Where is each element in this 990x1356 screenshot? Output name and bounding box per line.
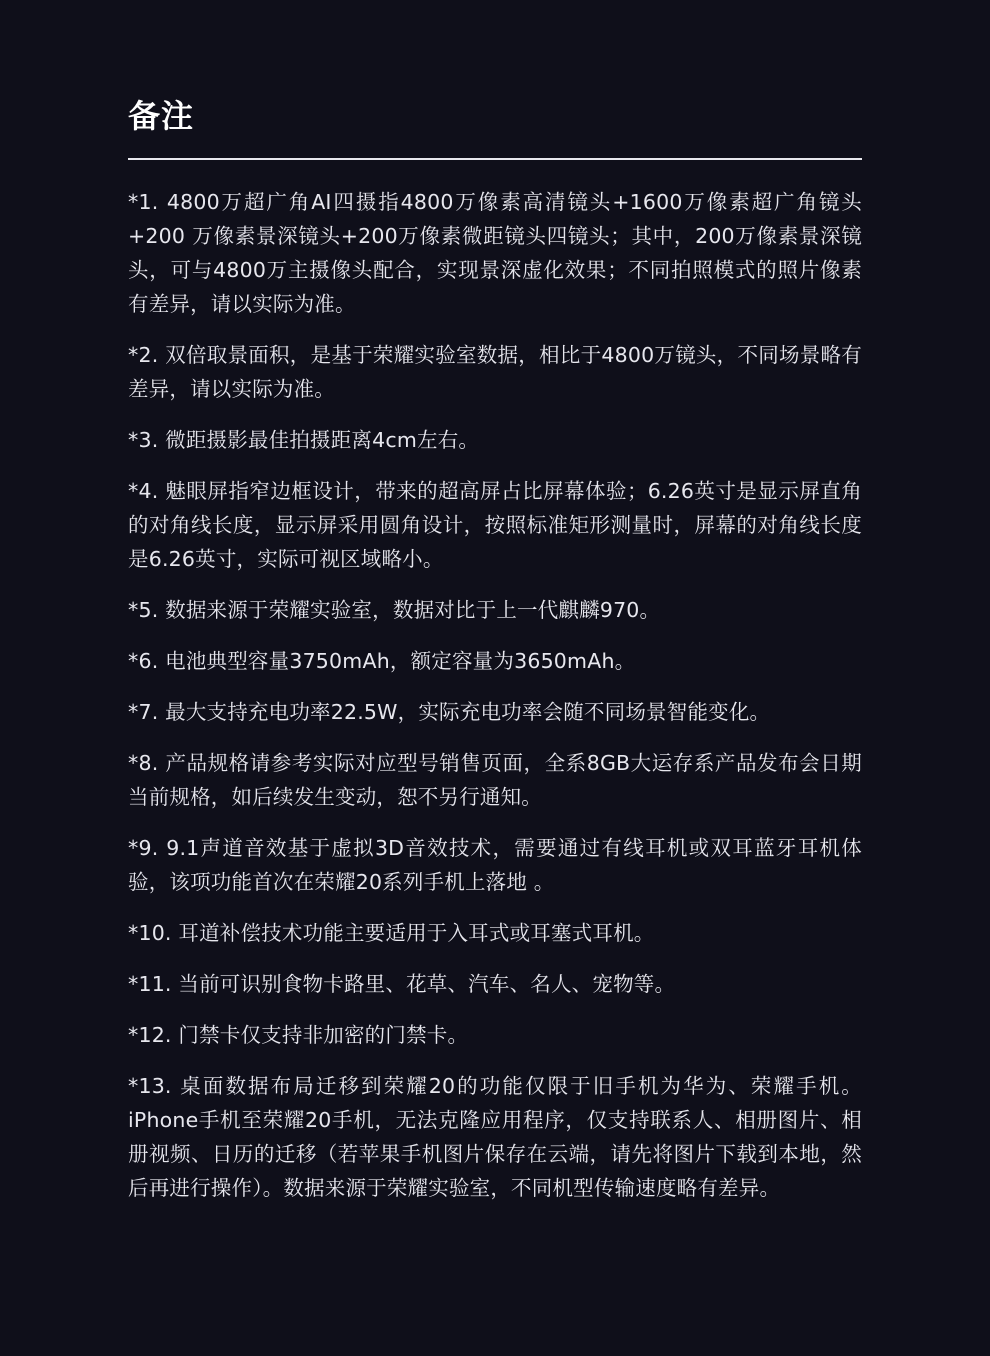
note-item-5: *5. 数据来源于荣耀实验室，数据对比于上一代麒麟970。 xyxy=(128,598,661,622)
title-divider xyxy=(128,158,862,160)
note-item-9: *9. 9.1声道音效基于虚拟3D音效技术，需要通过有线耳机或双耳蓝牙耳机体验，该项功能首次在荣耀20系列手机上落地 。 xyxy=(128,836,862,894)
note-item-11: *11. 当前可识别食物卡路里、花草、汽车、名人、宠物等。 xyxy=(128,972,676,996)
note-item-3: *3. 微距摄影最佳拍摄距离4cm左右。 xyxy=(128,428,480,452)
note-item-2: *2. 双倍取景面积，是基于荣耀实验室数据，相比于4800万镜头，不同场景略有差异，请以实际为准。 xyxy=(128,343,862,401)
note-item-4: *4. 魅眼屏指窄边框设计，带来的超高屏占比屏幕体验；6.26英寸是显示屏直角的对角线长度，显示屏采用圆角设计，按照标准矩形测量时，屏幕的对角线长度是6.26英寸，实际可视区域略小。 xyxy=(128,479,862,571)
notes-list xyxy=(128,185,862,1205)
note-item-1: *1. 4800万超广角AI四摄指4800万像素高清镜头+1600万像素超广角镜头+200 万像素景深镜头+200万像素微距镜头四镜头；其中，200万像素景深镜头，可与4800万主摄像头配合，实现景深虚化效果；不同拍照模式的照片像素有差异，请以实际为准。 xyxy=(128,190,862,316)
page-title: 备注 xyxy=(128,97,195,135)
note-item-13: *13. 桌面数据布局迁移到荣耀20的功能仅限于旧手机为华为、荣耀手机。iPhone手机至荣耀20手机，无法克隆应用程序，仅支持联系人、相册图片、相册视频、日历的迁移（若苹果手机图片保存在云端，请先将图片下载到本地，然后再进行操作）。数据来源于荣耀实验室，不同机型传输速度略有差异。 xyxy=(128,1074,862,1200)
note-item-10: *10. 耳道补偿技术功能主要适用于入耳式或耳塞式耳机。 xyxy=(128,921,655,945)
note-item-12: *12. 门禁卡仅支持非加密的门禁卡。 xyxy=(128,1023,469,1047)
note-item-8: *8. 产品规格请参考实际对应型号销售页面，全系8GB大运存系产品发布会日期当前规格，如后续发生变动，恕不另行通知。 xyxy=(128,751,862,809)
note-item-7: *7. 最大支持充电功率22.5W，实际充电功率会随不同场景智能变化。 xyxy=(128,700,771,724)
note-item-6: *6. 电池典型容量3750mAh，额定容量为3650mAh。 xyxy=(128,649,636,673)
